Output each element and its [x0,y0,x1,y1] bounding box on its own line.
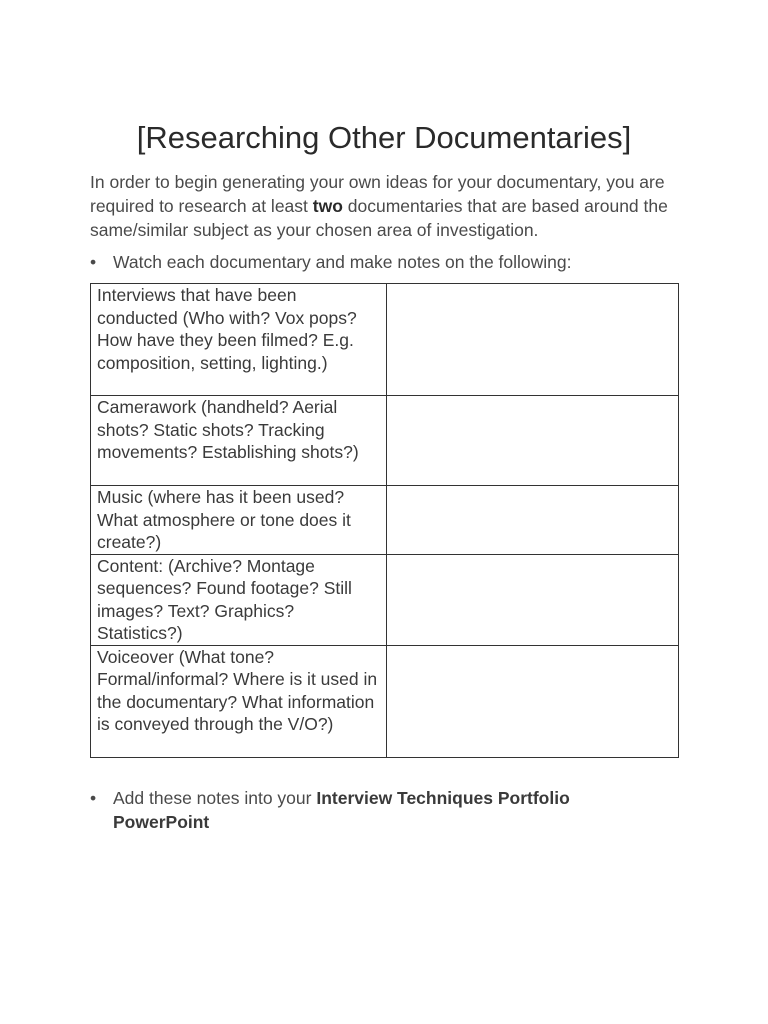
bullet-item-add-notes [90,786,650,834]
table-notes-cell[interactable] [386,284,678,396]
bullet-icon: • [90,788,97,808]
table-prompt-cell: Camerawork (handheld? Aerial shots? Static shots? Tracking movements? Establishing shots?) [91,396,387,486]
table-row [91,396,679,486]
table-row [91,645,679,757]
table-prompt-cell: Voiceover (What tone? Formal/informal? Where is it used in the documentary? What information is conveyed through the V/O?) [91,645,387,757]
bullet-text: Add these notes into your [113,788,317,808]
intro-text-before: In order to begin generating your own ideas for your documentary, you are required to research at least [90,172,665,216]
bullet-text-wrap [113,786,650,834]
bullet-item-watch [90,250,690,274]
table-notes-cell[interactable] [386,486,678,555]
table-row [91,284,679,396]
page-title: [Researching Other Documentaries] [136,120,632,155]
table-row [91,554,679,645]
table-prompt-cell: Music (where has it been used? What atmosphere or tone does it create?) [91,486,387,555]
bullet-icon: • [90,252,97,272]
portfolio-name: Interview Techniques Portfolio PowerPoint [113,788,570,832]
bullet-text: Watch each documentary and make notes on the following: [113,252,572,272]
notes-table [90,283,679,758]
intro-text-bold: two [312,196,343,216]
table-notes-cell[interactable] [386,645,678,757]
table-notes-cell[interactable] [386,396,678,486]
table-prompt-cell: Content: (Archive? Montage sequences? Found footage? Still images? Text? Graphics? Statistics?) [91,554,387,645]
table-prompt-cell: Interviews that have been conducted (Who with? Vox pops? How have they been filmed? E.g. composition, setting, lighting.) [91,284,387,396]
intro-text-after: documentaries that are based around the same/similar subject as your chosen area of investigation. [90,196,668,240]
table-notes-cell[interactable] [386,554,678,645]
intro-paragraph [90,170,690,242]
table-row [91,486,679,555]
